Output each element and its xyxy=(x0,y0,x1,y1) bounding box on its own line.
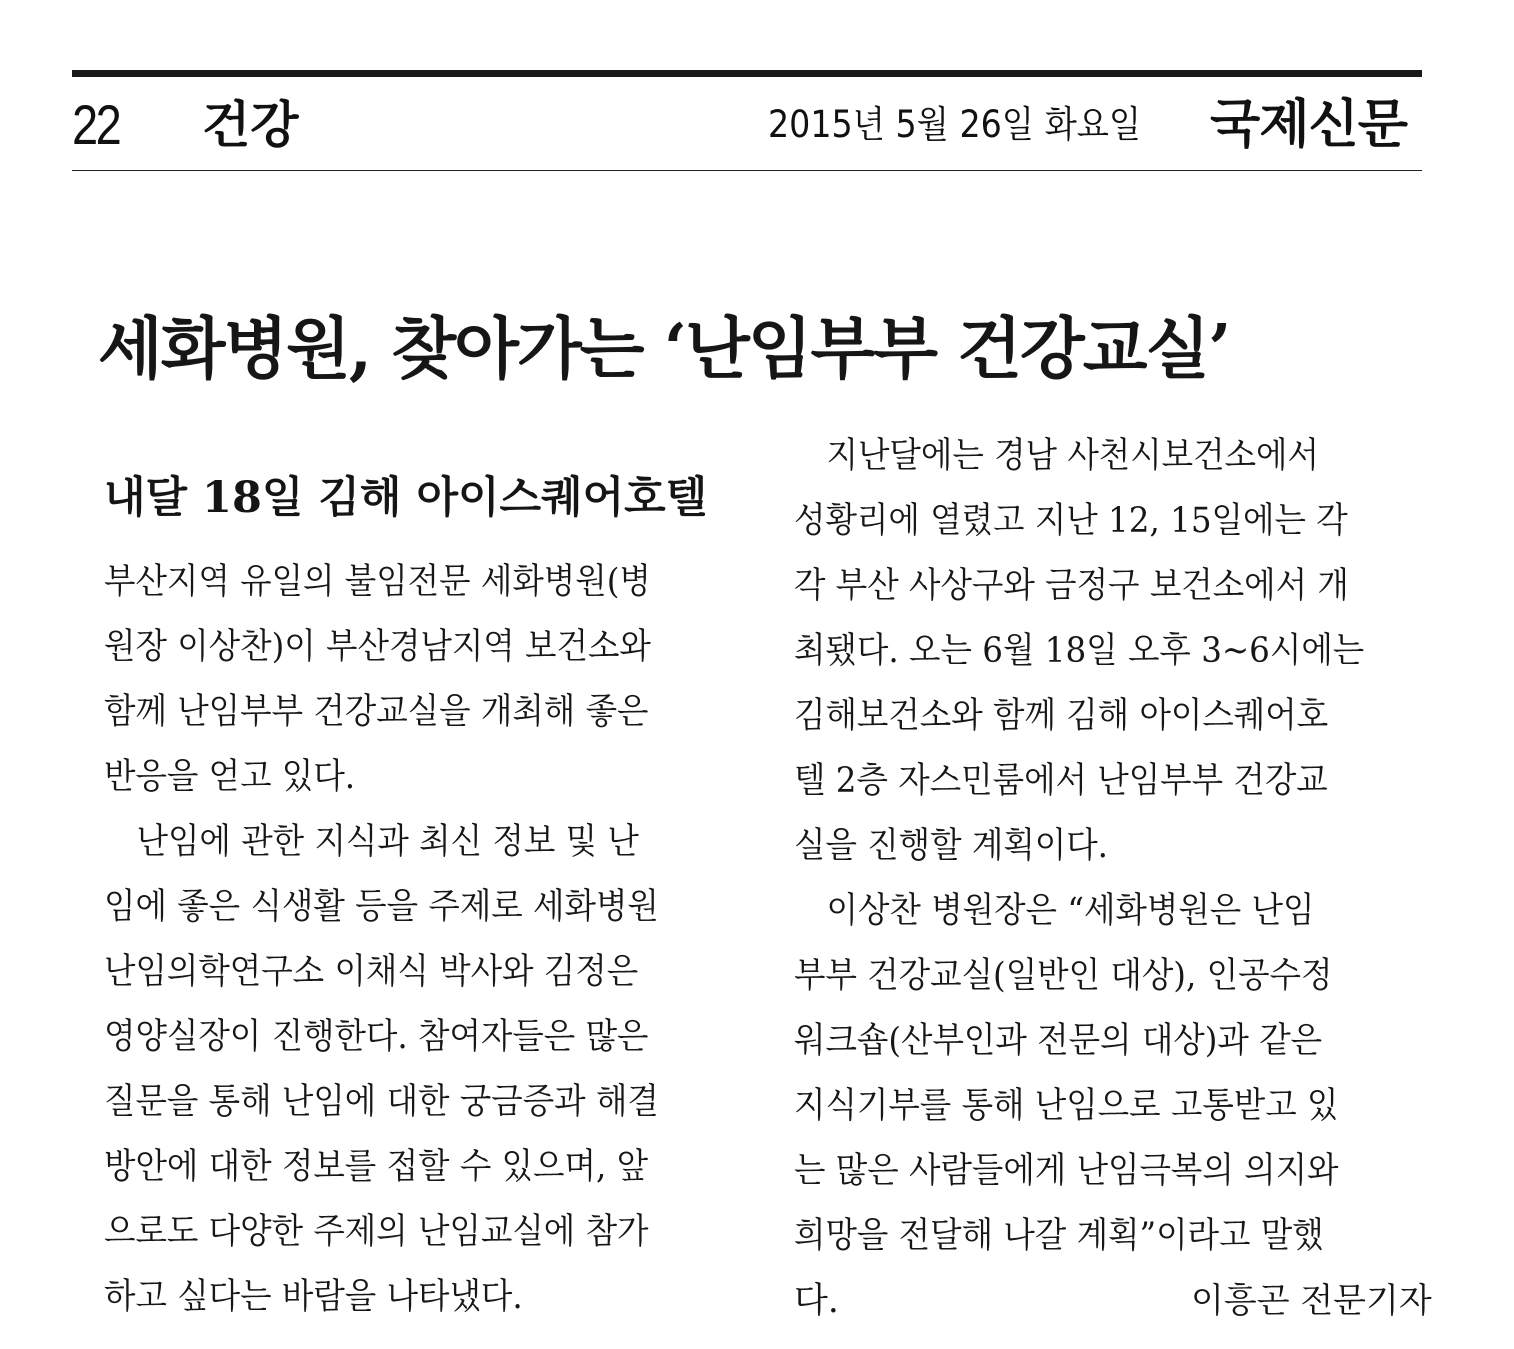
section-name: 건강 xyxy=(202,96,299,154)
article-final-fragment: 다. xyxy=(794,1281,839,1321)
article-line: 하고 싶다는 바람을 나타냈다. xyxy=(104,1277,523,1317)
article-line: 부부 건강교실(일반인 대상), 인공수정 xyxy=(794,956,1333,996)
article-line: 지식기부를 통해 난임으로 고통받고 있 xyxy=(794,1086,1339,1126)
article-line: 실을 진행할 계획이다. xyxy=(794,826,1109,866)
article-line: 희망을 전달해 나갈 계획”이라고 말했 xyxy=(794,1216,1324,1256)
article-line: 방안에 대한 정보를 접할 수 있으며, 앞 xyxy=(104,1147,649,1187)
article-line: 는 많은 사람들에게 난임극복의 의지와 xyxy=(794,1151,1339,1191)
article-line: 질문을 통해 난임에 대한 궁금증과 해결 xyxy=(104,1082,659,1122)
article-line: 임에 좋은 식생활 등을 주제로 세화병원 xyxy=(104,887,659,927)
publication-name: 국제신문 xyxy=(1210,95,1407,155)
left-article-column xyxy=(104,550,736,1330)
article-line: 김해보건소와 함께 김해 아이스퀘어호 xyxy=(794,696,1329,736)
article-line: 반응을 얻고 있다. xyxy=(104,757,356,797)
article-line: 영양실장이 진행한다. 참여자들은 많은 xyxy=(104,1017,649,1057)
publication-date: 2015년 5월 26일 화요일 xyxy=(768,103,1142,146)
article-line: 각 부산 사상구와 금정구 보건소에서 개 xyxy=(794,566,1349,606)
article-line: 지난달에는 경남 사천시보건소에서 xyxy=(794,436,1319,476)
article-line: 난임에 관한 지식과 최신 정보 및 난 xyxy=(104,822,639,862)
header-bottom-rule xyxy=(72,170,1422,171)
article-line: 난임의학연구소 이채식 박사와 김정은 xyxy=(104,952,639,992)
article-line: 이상찬 병원장은 “세화병원은 난임 xyxy=(794,891,1315,931)
article-line: 텔 2층 자스민룸에서 난임부부 건강교 xyxy=(794,761,1328,801)
right-article-column xyxy=(794,424,1432,1334)
article-line: 워크숍(산부인과 전문의 대상)과 같은 xyxy=(794,1021,1323,1061)
article-line: 함께 난임부부 건강교실을 개최해 좋은 xyxy=(104,692,649,732)
article-line: 성황리에 열렸고 지난 12, 15일에는 각 xyxy=(794,501,1348,541)
article-ending-line xyxy=(794,1269,1432,1334)
top-rule xyxy=(72,70,1422,77)
page-number: 22 xyxy=(72,93,120,156)
article-headline: 세화병원, 찾아가는 ‘난임부부 건강교실’ xyxy=(98,308,1230,388)
article-line: 부산지역 유일의 불임전문 세화병원(병 xyxy=(104,562,651,602)
article-subheadline: 내달 18일 김해 아이스퀘어호텔 xyxy=(104,472,708,523)
article-line: 최됐다. 오는 6월 18일 오후 3~6시에는 xyxy=(794,631,1365,671)
article-line: 으로도 다양한 주제의 난임교실에 참가 xyxy=(104,1212,649,1252)
article-line: 원장 이상찬)이 부산경남지역 보건소와 xyxy=(104,627,651,667)
reporter-byline: 이흥곤 전문기자 xyxy=(1191,1281,1432,1321)
